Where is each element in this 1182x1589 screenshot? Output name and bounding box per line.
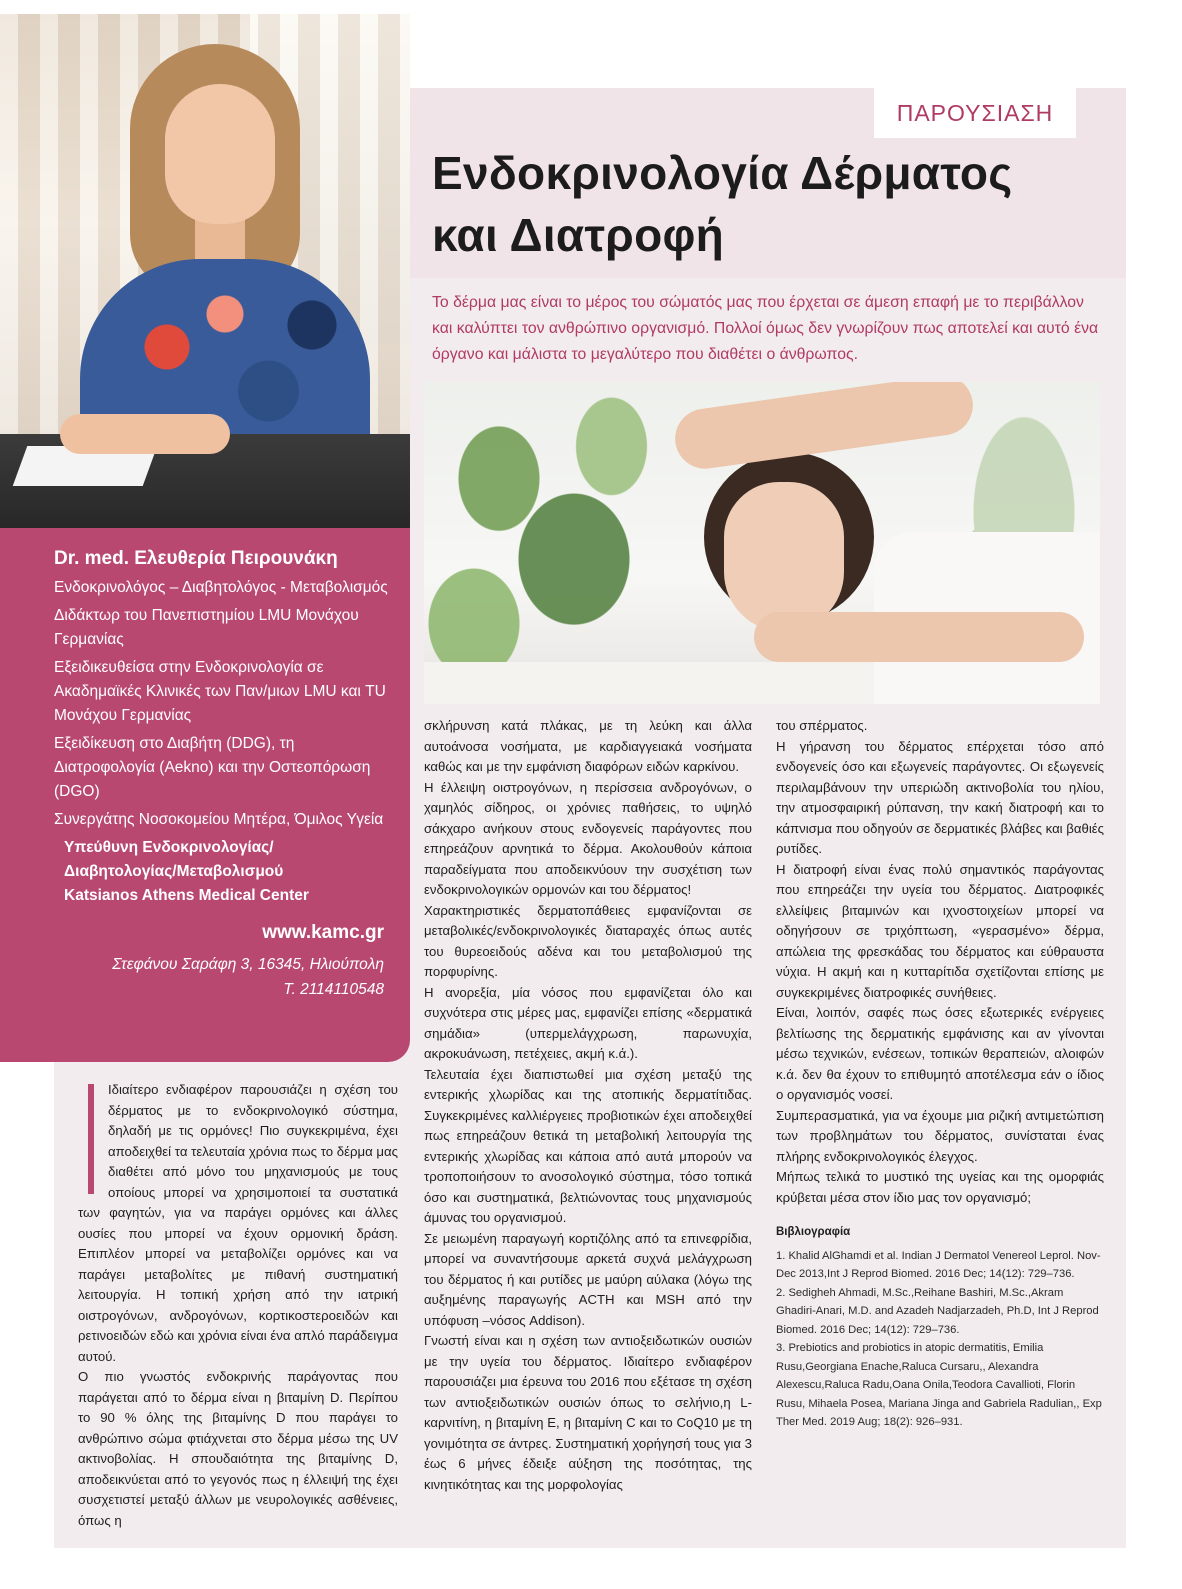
bibliography-entry: 1. Khalid AlGhamdi et al. Indian J Dermatol Venereol Leprol. Nov-Dec 2013,Int J Reprod Biomed. 2016 Dec; 14(12): 729–736. [776, 1249, 1101, 1280]
article-title [432, 142, 1112, 266]
doctor-credential: Εξειδίκευση στο Διαβήτη (DDG), τη Διατροφολογία (Aekno) και την Οστεοπόρωση (DGO) [54, 735, 371, 800]
paragraph: Μήπως τελικά το μυστικό της υγείας και της ομορφιάς κρύβεται μέσα στον ίδιο μας τον οργανισμό; [776, 1169, 1104, 1205]
article-intro: Το δέρμα μας είναι το μέρος του σώματός μας που έρχεται σε άμεση επαφή με το περιβάλλον και καλύπτει τον ανθρώπινο οργανισμό. Πολλοί όμως δεν γνωρίζουν πως αποτελεί και αυτό ένα όργανο και μάλιστα το μεγαλύτερο που διαθέτει ο άνθρωπος. [432, 294, 1099, 363]
bibliography-title: Βιβλιογραφία [776, 1226, 851, 1238]
paragraph: Χαρακτηριστικές δερματοπάθειες εμφανίζονται σε μεταβολικές/ενδοκρινολογικές διαταραχές όπως αυτές του θυρεοειδούς αδένα και του μεταβολισμού της πορφυρίνης. [424, 902, 752, 979]
drop-cap-bar [88, 1084, 94, 1194]
paragraph: Συμπερασματικά, για να έχουμε μια ριζική αντιμετώπιση των προβλημάτων του δέρματος, συνίσταται ένας πλήρης ενδοκρινολογικός έλεγχος. [776, 1107, 1104, 1164]
paragraph: Η ανορεξία, μία νόσος που εμφανίζεται όλο και συχνότερα στις μέρες μας, εμφανίζει επίσης «δερματικά σημάδια» (υπερμελάγχρωση, παρωνυχία, ακροκυάνωση, πετέχειες, ακμή κ.ά.). [424, 984, 752, 1061]
paragraph: Η γήρανση του δέρματος επέρχεται τόσο από ενδογενείς όσο και εξωγενείς παράγοντες. Οι εξωγενείς περιλαμβάνουν την υπεριώδη ακτινοβολία του ηλίου, την ατμοσφαιρική ρύπανση, την κακή διατροφή και το κάπνισμα που οδηγούν σε δερματικές βλάβες και βαθιές ρυτίδες. [776, 738, 1104, 856]
doctor-photo [0, 14, 410, 536]
paragraph: Είναι, λοιπόν, σαφές πως όσες εξωτερικές ενέργειες βελτίωσης της δερματικής εμφάνισης και αν γίνονται μέσω τεχνικών, ενέσεων, τοπικών θεραπειών, αλοιφών κ.ά. δεν θα έχουν το επιθυμητό αποτέλεσμα εάν ο ίδιος ο οργανισμός νοσεί. [776, 1005, 1104, 1102]
article-column-2 [424, 716, 752, 1495]
doctor-role-line: Katsianos Athens Medical Center [64, 887, 309, 904]
paragraph: Ιδιαίτερο ενδιαφέρον παρουσιάζει η σχέση του δέρματος με το ενδοκρινολογικό σύστημα, δηλαδή με τις ορμόνες! Πιο συγκεκριμένα, έχει αποδειχθεί τα τελευταία χρόνια πως το δέρμα μας διαθέτει από μόνο του μηχανισμούς με τους οποίους μπορεί να χρησιμοποιεί τα συστατικά των φαγητών, για να παράγει ορμόνες και άλλες ουσίες που μπορεί να έχουν ορμονική δράση. Επιπλέον μπορεί να μεταβολίζει ορμόνες και να παράγει μεταβολίτες με πιθανή συστηματική λειτουργία. Η τοπική χρήση από την ιατρική οιστρογόνων, ανδρογόνων, κορτικοστεροειδών και ρετινοειδών εδώ και χρόνια είναι ένα απλό παράδειγμα αυτού. [78, 1082, 398, 1364]
paragraph: Ο πιο γνωστός ενδοκρινής παράγοντας που παράγεται από το δέρμα είναι η βιταμίνη D. Περίπου το 90 % όλης της βιταμίνης D που παράγει το ανθρώπινο σώμα φτιάχνεται στο δέρμα μέσω της UV ακτινοβολίας. Η σπουδαιότητα της βιταμίνης D, αποδεικνύεται από το γεγονός πως η έλλειψή της έχει συσχετιστεί μεταξύ άλλων με νευρολογικές ασθένειες, όπως η [78, 1369, 398, 1528]
clinic-phone: Τ. 2114110548 [283, 981, 384, 998]
paragraph: Σε μειωμένη παραγωγή κορτιζόλης από τα επινεφρίδια, μπορεί να συναντήσουμε αρκετά συχνά μελάγχρωση του δέρματος ή και ρυτίδες με μαύρη αύλακα (λόγω της αυξημένης παραγωγής ACTH και MSH από την υπόφυση –νόσος Addison). [424, 1230, 752, 1328]
doctor-role-line: Υπεύθυνη Ενδοκρινολογίας/ [64, 839, 274, 856]
paragraph: του σπέρματος. [776, 718, 868, 733]
clinic-address: Στεφάνου Σαράφη 3, 16345, Ηλιούπολη [112, 956, 384, 973]
paragraph: Η έλλειψη οιστρογόνων, η περίσσεια ανδρογόνων, ο χαμηλός σίδηρος, οι χρόνιες παθήσεις, το υψηλό σάκχαρο ανήκουν στους ενδογενείς παράγοντες που επηρεάζουν αρνητικά το δέρμα. Ακολουθούν κάποια παραδείγματα που αποδεικνύουν την συσχέτιση των ενδοκρινολογικών ορμονών και του δέρματος! [424, 779, 752, 897]
paragraph: Τελευταία έχει διαπιστωθεί μια σχέση μεταξύ της εντερικής χλωρίδας και της ατοπικής δερματίτιδας. Συγκεκριμένες καλλιέργειες προβιοτικών έχει αποδειχθεί πως επηρεάζουν θετικά τη μεταβολική λειτουργία της εντερικής χλωρίδας και κάποια από αυτά μπορούν να τροποποιήσουν το ανοσολογικό σύστημα, τόσο τοπικά όσο και συστηματικά, βελτιώνοντας τους μηχανισμούς άμυνας του οργανισμού. [424, 1066, 752, 1225]
bibliography-entry: 3. Prebiotics and probiotics in atopic dermatitis, Emilia Rusu,Georgiana Enache,Raluca Cursaru,, Alexandra Alexescu,Raluca Radu,Oana Onila,Teodora Cavallioti, Florin Rusu, Mihaela Posea, Mariana Jinga and Gabriela Radulian,, Exp Ther Med. 2019 Aug; 18(2): 926–931. [776, 1342, 1102, 1428]
paragraph: σκλήρυνση κατά πλάκας, με τη λεύκη και άλλα αυτοάνοσα νοσήματα, με καρδιαγγειακά νοσήματα καθώς και με την εμφάνιση διαφόρων ειδών καρκίνου. [424, 718, 752, 774]
bibliography-entry: 2. Sedigheh Ahmadi, M.Sc.,Reihane Bashiri, M.Sc.,Akram Ghadiri-Anari, M.D. and Azadeh Nadjarzadeh, Ph.D, Int J Reprod Biomed. 2016 Dec; 14(12): 729–736. [776, 1286, 1099, 1336]
doctor-info-box [0, 528, 410, 1062]
paragraph: Η διατροφή είναι ένας πολύ σημαντικός παράγοντας που επηρεάζει την υγεία του δέρματος. Διατροφικές ελλείψεις βιταμινών και ιχνοστοιχείων μπορεί να οδηγήσουν σε τριχόπτωση, «γερασμένο» δέρμα, απώλεια της φρεσκάδας του δέρματος και εύθραυστα νύχια. Η ακμή και η κυτταρίτιδα σχετίζονται επίσης με συγκεκριμένες διατροφικές συνήθειες. [776, 861, 1104, 1000]
doctor-credential: Εξειδικευθείσα στην Ενδοκρινολογία σε Ακαδημαϊκές Κλινικές των Παν/μιων LMU και TU Μονάχου Γερμανίας [54, 659, 386, 724]
doctor-credential: Συνεργάτης Νοσοκομείου Μητέρα, Όμιλος Υγεία [54, 811, 384, 828]
doctor-name: Dr. med. Ελευθερία Πειρουνάκη [54, 548, 338, 569]
title-line-1: Ενδοκρινολογία Δέρματος [432, 147, 1013, 199]
skin-care-photo [424, 382, 1100, 704]
paragraph: Γνωστή είναι και η σχέση των αντιοξειδωτικών ουσιών με την υγεία του δέρματος. Ιδιαίτερο ενδιαφέρον παρουσιάζει μια έρευνα του 2016 που εξέτασε τη σχέση των αντιοξειδωτικών ουσιών όπως το σελήνιο,η L-καρνιτίνη, η βιταμίνη E, η βιταμίνη C και το CoQ10 με τη γονιμότητα σε άντρες. Συστηματική χορήγησή τους για 3 έως 6 μήνες έδειξε αύξηση της ποσότητας, της κινητικότητας και της μορφολογίας [424, 1333, 752, 1492]
doctor-credential: Διδάκτωρ του Πανεπιστημίου LMU Μονάχου Γερμανίας [54, 607, 359, 648]
article-column-3 [776, 716, 1104, 1432]
bibliography [776, 1222, 1104, 1432]
website-link[interactable]: www.kamc.gr [262, 922, 384, 943]
section-tag: ΠΑΡΟΥΣΙΑΣΗ [874, 88, 1076, 138]
article-column-1 [78, 1080, 398, 1531]
title-line-2: και Διατροφή [432, 209, 725, 261]
doctor-role-line: Διαβητολογίας/Μεταβολισμού [64, 863, 284, 880]
doctor-credential: Ενδοκρινολόγος – Διαβητολόγος - Μεταβολισμός [54, 579, 388, 596]
